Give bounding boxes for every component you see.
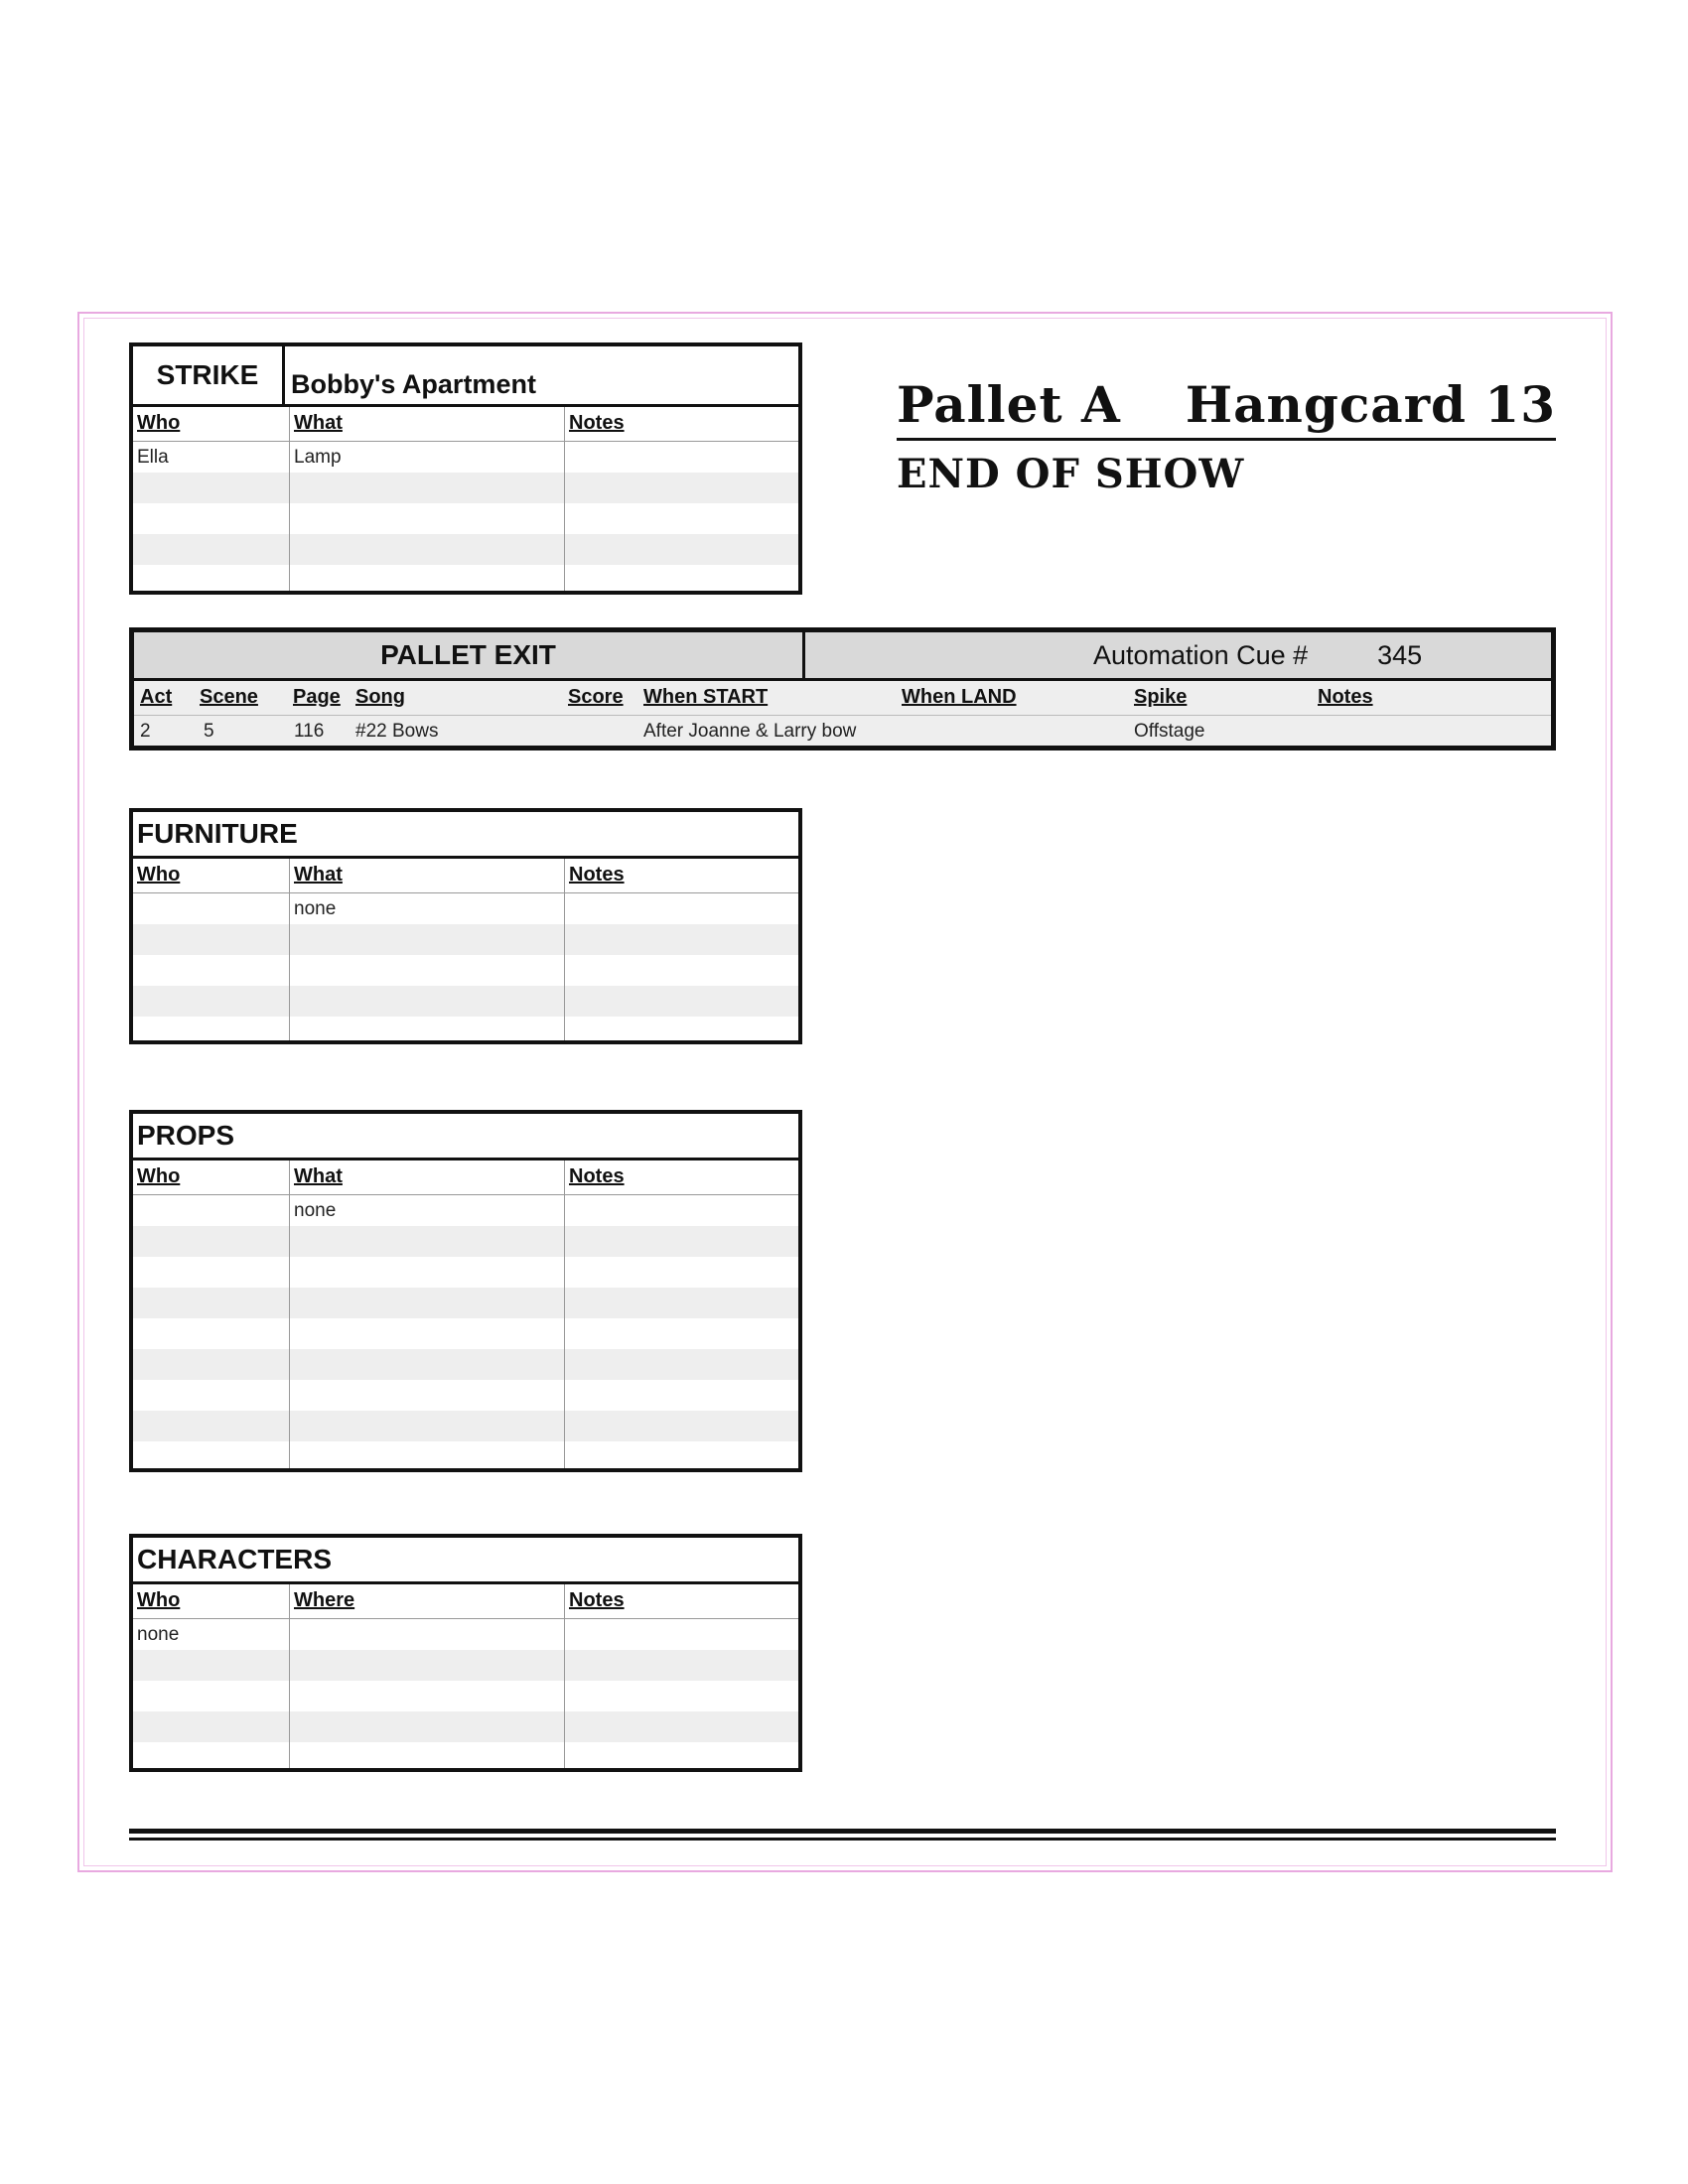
strike-label: STRIKE [133,346,285,404]
cell-what: Lamp [290,442,565,473]
cell-what: none [290,1195,565,1226]
column-headers [133,859,798,893]
table-row [133,893,798,924]
cell-notes [565,503,798,534]
column-header-who: Who [133,859,290,892]
column-header-notes: Notes [569,864,625,886]
cell-notes [565,442,798,473]
cell-who [133,1650,290,1681]
cell-who [133,473,290,503]
table-row [133,1257,798,1288]
table-row [133,1441,798,1468]
cell-who [133,565,290,591]
automation-cue-number: 345 [1377,640,1423,670]
cell-notes [565,1411,798,1441]
cell-notes [565,1742,798,1768]
cell-what [290,986,565,1017]
cell-notes [565,986,798,1017]
pallet-title: Pallet A [897,375,1121,434]
cell-when-start: After Joanne & Larry bow [643,721,857,742]
cell-who: Ella [133,442,290,473]
column-header-notes: Notes [569,1589,625,1611]
cell-what [290,1411,565,1441]
cell-what [290,534,565,565]
cell-what [290,1349,565,1380]
cell-notes [565,1318,798,1349]
table-row [133,565,798,591]
furniture-table [129,808,802,1044]
cell-what [290,1380,565,1411]
table-row [133,1226,798,1257]
strike-grid [133,407,798,591]
column-header-notes: Notes [1318,686,1373,708]
column-header-spike: Spike [1134,686,1188,708]
cell-notes [565,1711,798,1742]
column-headers [133,1160,798,1195]
title-block [897,375,1556,497]
cell-who [133,1411,290,1441]
cell-who [133,924,290,955]
column-header-act: Act [140,686,173,708]
cell-who [133,1349,290,1380]
automation-cue [805,632,1551,678]
cell-notes [565,893,798,924]
table-row [133,1349,798,1380]
cell-act: 2 [140,721,151,742]
cell-who: none [133,1619,290,1650]
footer-rule [129,1829,1556,1834]
characters-header [133,1538,798,1584]
cell-song: #22 Bows [355,721,439,742]
cell-who [133,1288,290,1318]
cell-who [133,1017,290,1040]
cell-scene: 5 [204,721,214,742]
cell-who [133,1742,290,1768]
column-header-when-land: When LAND [902,686,1017,708]
table-row [133,955,798,986]
cell-where [290,1711,565,1742]
table-row [133,1017,798,1040]
table-row [133,986,798,1017]
cell-notes [565,955,798,986]
table-row [133,442,798,473]
column-headers [133,1584,798,1619]
table-row [133,534,798,565]
furniture-label: FURNITURE [137,818,298,849]
cell-what [290,1288,565,1318]
column-header-where: Where [290,1584,565,1618]
cell-who [133,1257,290,1288]
cell-who [133,1711,290,1742]
table-row [133,1681,798,1711]
table-row [133,1380,798,1411]
table-row [133,1318,798,1349]
cell-notes [565,1017,798,1040]
cell-notes [565,565,798,591]
table-row [133,1411,798,1441]
table-row [133,1195,798,1226]
cell-what [290,473,565,503]
cell-notes [565,924,798,955]
cell-notes [565,1226,798,1257]
cell-notes [565,1619,798,1650]
table-row [133,503,798,534]
cell-who [133,1195,290,1226]
cell-what [290,1441,565,1468]
column-header-notes: Notes [569,412,625,434]
table-row [133,1619,798,1650]
hangcard-title: Hangcard 13 [1185,375,1556,434]
pallet-exit-label: PALLET EXIT [134,632,805,678]
furniture-header [133,812,798,859]
cell-what [290,565,565,591]
cell-notes [565,1288,798,1318]
cell-page: 116 [294,721,325,742]
cell-spike: Offstage [1134,721,1205,742]
strike-header [133,346,798,407]
table-row [133,1650,798,1681]
cell-who [133,893,290,924]
table-row [133,1711,798,1742]
cell-notes [565,1257,798,1288]
pallet-exit-header [134,632,1551,681]
cell-who [133,503,290,534]
title-row [897,375,1556,441]
props-label: PROPS [137,1120,235,1151]
table-row [133,1288,798,1318]
cell-notes [565,1681,798,1711]
column-header-notes: Notes [569,1165,625,1187]
cell-what [290,1226,565,1257]
column-header-when-start: When START [643,686,769,708]
column-header-score: Score [568,686,624,708]
cell-notes [565,473,798,503]
cell-notes [565,1349,798,1380]
cell-notes [565,1441,798,1468]
props-header [133,1114,798,1160]
cell-where [290,1742,565,1768]
strike-location: Bobby's Apartment [291,369,536,399]
characters-table [129,1534,802,1772]
cell-who [133,1318,290,1349]
cell-who [133,1226,290,1257]
cell-what [290,1318,565,1349]
cell-what [290,1017,565,1040]
scene-subtitle: END OF SHOW [897,451,1245,497]
cell-who [133,1441,290,1468]
column-header-what: What [290,1160,565,1194]
column-header-who: Who [133,407,290,441]
cell-what: none [290,893,565,924]
cell-who [133,1380,290,1411]
cell-who [133,955,290,986]
cell-where [290,1650,565,1681]
cell-where [290,1681,565,1711]
cell-notes [565,1650,798,1681]
cell-what [290,924,565,955]
cell-notes [565,1195,798,1226]
column-headers [133,407,798,442]
column-header-who: Who [133,1160,290,1194]
cell-who [133,986,290,1017]
footer-rule-secondary [129,1838,1556,1841]
column-header-page: Page [293,686,341,708]
column-header-what: What [290,407,565,441]
automation-cue-label: Automation Cue # [1093,640,1309,670]
characters-label: CHARACTERS [137,1544,332,1574]
cell-notes [565,1380,798,1411]
cell-notes [565,534,798,565]
pallet-exit-row [134,716,1551,750]
column-header-what: What [290,859,565,892]
column-header-song: Song [355,686,405,708]
cell-who [133,534,290,565]
column-header-scene: Scene [200,686,258,708]
table-row [133,924,798,955]
cell-what [290,1257,565,1288]
strike-table [129,342,802,595]
cell-where [290,1619,565,1650]
pallet-exit-table [129,627,1556,751]
props-table [129,1110,802,1472]
cell-what [290,503,565,534]
table-row [133,473,798,503]
pallet-exit-column-headers [134,681,1551,716]
cell-who [133,1681,290,1711]
table-row [133,1742,798,1768]
cell-what [290,955,565,986]
column-header-who: Who [133,1584,290,1618]
